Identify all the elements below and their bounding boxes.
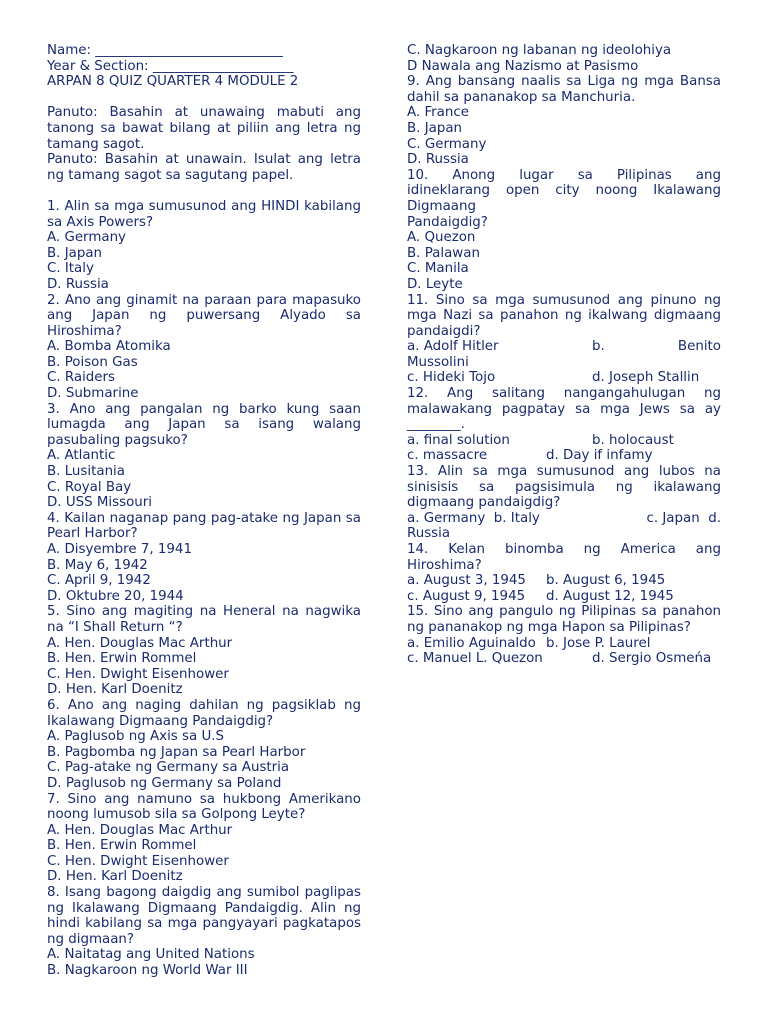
question-text-line: Digmaang	[407, 198, 476, 214]
choice: C. Hen. Dwight Eisenhower	[47, 853, 229, 869]
choice: C. Italy	[47, 261, 94, 277]
choice: a. Germany	[407, 510, 486, 526]
question-text: 14. Kelan binomba ng America ang Hiroshima?	[407, 542, 721, 573]
choice: b.	[592, 339, 605, 355]
choice: D. Leyte	[407, 276, 463, 292]
choice: d. Sergio Osmeńa	[592, 651, 712, 667]
choice: c. Hideki Tojo	[407, 370, 496, 386]
choice: D. Russia	[47, 276, 109, 292]
choice-row	[407, 636, 721, 652]
choice: a. August 3, 1945	[407, 573, 526, 589]
choice: B. Lusitania	[47, 464, 125, 480]
question-11	[407, 293, 721, 387]
choice: A. Paglusob ng Axis sa U.S	[47, 729, 225, 745]
question-text: 4. Kailan naganap pang pag-atake ng Japan sa Pearl Harbor?	[47, 510, 361, 542]
choice: D. Submarine	[47, 386, 139, 402]
question-10	[407, 168, 721, 293]
choice: A. Hen. Douglas Mac Arthur	[47, 635, 233, 651]
left-column	[47, 43, 361, 979]
choice: A. Germany	[47, 230, 126, 246]
name-line: Name: ____________________________	[47, 43, 283, 58]
question-text: 15. Sino ang pangulo ng Pilipinas sa panahon ng pananakop ng mga Hapon sa Pilipinas?	[407, 604, 721, 635]
choice-continued: Mussolini	[407, 354, 469, 370]
question-text: 5. Sino ang magiting na Heneral na nagwika na “I Shall Return “?	[47, 604, 361, 635]
choice: c. massacre	[407, 448, 488, 464]
choice-row	[407, 511, 721, 527]
choice: C. Nagkaroon ng labanan ng ideolohiya	[407, 43, 672, 58]
instruction-1: Panuto: Basahin at unawaing mabuti ang tanong sa bawat bilang at piliin ang letra ng tamang sagot.	[47, 105, 361, 152]
choice: C. Germany	[407, 136, 487, 152]
question-7	[47, 792, 361, 886]
choice: D. Paglusob ng Germany sa Poland	[47, 775, 282, 791]
choice: A. Disyembre 7, 1941	[47, 542, 192, 557]
question-text: 9. Ang bansang naalis sa Liga ng mga Bansa dahil sa pananakop sa Manchuria.	[407, 74, 721, 105]
choice: a. Adolf Hitler	[407, 339, 499, 355]
choice: A. France	[407, 105, 469, 121]
choice: B. Pagbomba ng Japan sa Pearl Harbor	[47, 744, 306, 760]
choice: a. final solution	[407, 432, 510, 448]
question-text: 11. Sino sa mga sumusunod ang pinuno ng mga Nazi sa panahon ng ikalwang digmaang pandaigdi?	[407, 292, 721, 339]
choice: A. Hen. Douglas Mac Arthur	[47, 822, 233, 838]
choice: D. Hen. Karl Doenitz	[47, 869, 183, 885]
choice: b. Jose P. Laurel	[546, 635, 651, 651]
question-8-continued	[407, 43, 721, 74]
question-9	[407, 74, 721, 168]
choice: A. Quezon	[407, 230, 476, 246]
choice: c. Japan	[646, 510, 700, 526]
choice: B. Poison Gas	[47, 354, 138, 370]
choice: C. Pag-atake ng Germany sa Austria	[47, 760, 290, 776]
choice: C. Hen. Dwight Eisenhower	[47, 666, 229, 682]
choice: c. Manuel L. Quezon	[407, 651, 543, 667]
question-text: 12. Ang salitang nangangahulugan ng malawakang pagpatay sa mga Jews sa ay ________.	[407, 386, 721, 433]
question-15	[407, 604, 721, 666]
section-line: Year & Section: _____________________	[47, 58, 294, 74]
choice: D. Oktubre 20, 1944	[47, 588, 184, 604]
choice: c. August 9, 1945	[407, 588, 526, 604]
question-8	[47, 885, 361, 979]
choice: D. Hen. Karl Doenitz	[47, 682, 183, 698]
instruction-2: Panuto: Basahin at unawain. Isulat ang letra ng tamang sagot sa sagutang papel.	[47, 152, 361, 183]
question-text-line: 10. Anong lugar sa Pilipinas ang	[407, 167, 721, 183]
choice: B. Hen. Erwin Rommel	[47, 838, 197, 854]
choice: A. Atlantic	[47, 448, 116, 464]
choice: b. August 6, 1945	[546, 573, 666, 589]
question-12	[407, 386, 721, 464]
quiz-title: ARPAN 8 QUIZ QUARTER 4 MODULE 2	[47, 74, 299, 90]
choice: C. Raiders	[47, 370, 116, 386]
question-text: 3. Ano ang pangalan ng barko kung saan lumagda ang Japan sa isang walang pasubaling pagsuko?	[47, 401, 361, 448]
question-text: 8. Isang bagong daigdig ang sumibol paglipas ng Ikalawang Digmaang Pandaigdig. Alin ng hindi kabilang sa mga pangyayari pagkatapos ng digmaan?	[47, 885, 361, 947]
question-text: 6. Ano ang naging dahilan ng pagsiklab ng Ikalawang Digmaang Pandaigdig?	[47, 697, 361, 729]
choice: B. Japan	[47, 245, 103, 261]
choice: b. Italy	[493, 510, 540, 526]
choice: B. Nagkaroon ng World War III	[47, 963, 248, 979]
question-13	[407, 464, 721, 542]
choice: B. May 6, 1942	[47, 557, 148, 573]
choice: D. Russia	[407, 152, 469, 168]
choice: C. Manila	[407, 261, 469, 277]
question-text: 13. Alin sa mga sumusunod ang lubos na sinisisis sa pagsisimula ng ikalawang digmaang pandaigdig?	[407, 464, 721, 511]
question-5	[47, 604, 361, 698]
choice: B. Japan	[407, 120, 463, 136]
choice: A. Bomba Atomika	[47, 339, 171, 355]
question-text: 2. Ano ang ginamit na paraan para mapasuko ang Japan ng puwersang Alyado sa Hiroshima?	[47, 292, 361, 339]
choice-row	[407, 448, 721, 464]
question-text-line: Pandaigdig?	[407, 214, 488, 230]
question-4	[47, 511, 361, 605]
choice-row	[407, 651, 721, 667]
right-column	[407, 43, 721, 667]
choice-row	[407, 370, 721, 386]
choice-row	[407, 433, 721, 449]
choice: B. Palawan	[407, 245, 480, 261]
choice: C. April 9, 1942	[47, 573, 151, 589]
choice: d.	[708, 510, 721, 526]
choice: C. Royal Bay	[47, 479, 132, 495]
choice-row	[407, 573, 721, 589]
choice: d. August 12, 1945	[546, 588, 674, 604]
question-text-line: idineklarang open city noong Ikalawang	[407, 183, 721, 199]
name-blank: ____________________________	[95, 43, 283, 58]
section-blank: _____________________	[152, 58, 294, 74]
question-text: 1. Alin sa mga sumusunod ang HINDI kabilang sa Axis Powers?	[47, 198, 361, 230]
question-14	[407, 542, 721, 604]
choice-row: a. Adolf Hitler b. Benito	[407, 339, 721, 355]
choice-continued: Russia	[407, 526, 451, 542]
choice: d. Day if infamy	[546, 448, 653, 464]
choice: D. USS Missouri	[47, 495, 153, 511]
question-text: 7. Sino ang namuno sa hukbong Amerikano noong lumusob sila sa Golpong Leyte?	[47, 791, 361, 823]
choice: b. holocaust	[592, 432, 674, 448]
question-1	[47, 199, 361, 293]
choice: a. Emilio Aguinaldo	[407, 635, 536, 651]
choice: d. Joseph Stallin	[592, 370, 700, 386]
choice: D Nawala ang Nazismo at Pasismo	[407, 58, 639, 74]
question-6	[47, 698, 361, 792]
choice: B. Hen. Erwin Rommel	[47, 651, 197, 667]
choice: A. Naitatag ang United Nations	[47, 947, 255, 963]
choice-row	[407, 589, 721, 605]
question-2	[47, 293, 361, 402]
question-3	[47, 402, 361, 511]
